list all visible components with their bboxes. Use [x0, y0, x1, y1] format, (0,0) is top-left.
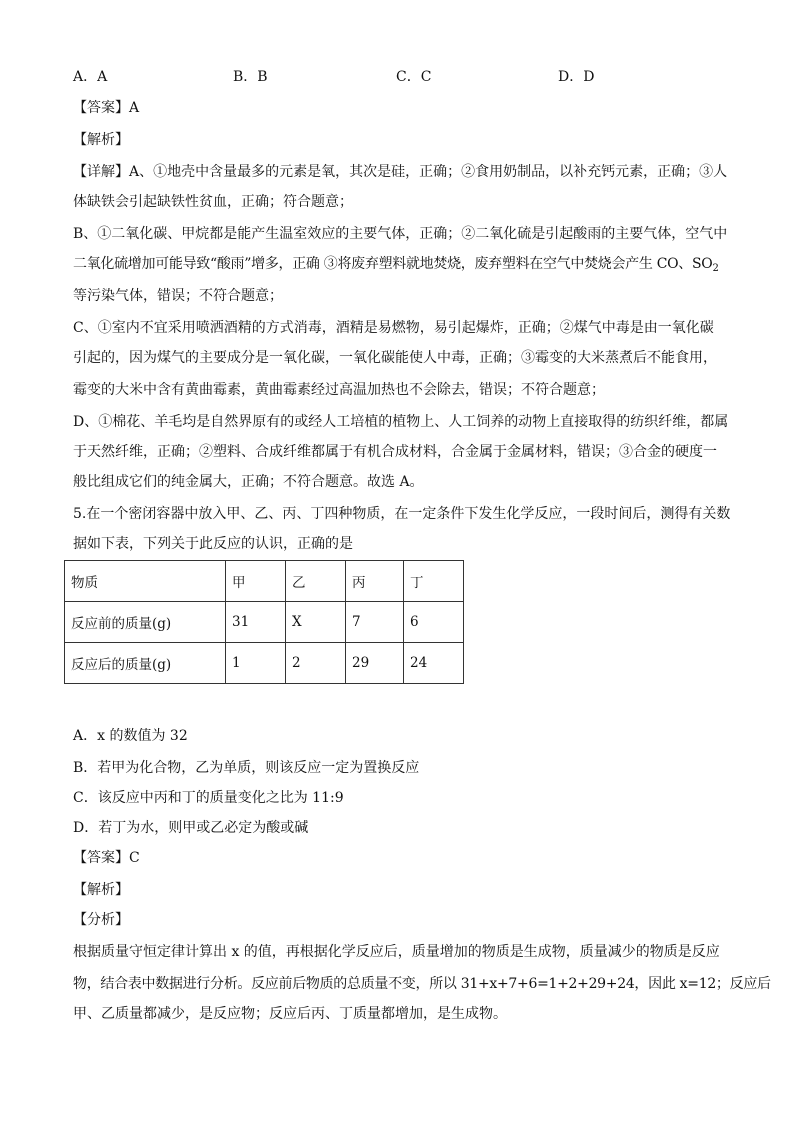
- q5-option-d: D．若丁为水，则甲或乙必定为酸或碱: [73, 820, 309, 836]
- table-cell: 甲: [226, 561, 286, 602]
- q4-analysis-line: 【详解】A、①地壳中含量最多的元素是氧，其次是硅，正确；②食用奶制品，以补充钙元素，正确；③人: [73, 164, 728, 180]
- table-cell: 乙: [286, 561, 346, 602]
- table-row: [65, 643, 464, 684]
- q4-analysis-line: 般比组成它们的纯金属大，正确；不符合题意。故选 A。: [73, 474, 424, 490]
- q4-option-b: B．B: [233, 69, 268, 85]
- q4-answer: 【答案】A: [73, 100, 140, 116]
- q4-analysis-line: 霉变的大米中含有黄曲霉素，黄曲霉素经过高温加热也不会除去，错误；不符合题意；: [73, 382, 605, 398]
- table-cell: 2: [286, 643, 346, 684]
- table-cell: 7: [346, 602, 404, 643]
- mass-table: [64, 560, 464, 684]
- q4-analysis-line: 于天然纤维，正确；②塑料、合成纤维都属于有机合成材料，合金属于金属材料，错误；③合金的硬度一: [73, 444, 717, 460]
- q5-stem-line: 5.在一个密闭容器中放入甲、乙、丙、丁四种物质，在一定条件下发生化学反应，一段时间后，测得有关数: [73, 506, 731, 522]
- table-cell: 31: [226, 602, 286, 643]
- q4-analysis-line: [73, 254, 719, 279]
- q5-analysis-sub-label: 【分析】: [73, 912, 129, 928]
- q5-answer: 【答案】C: [73, 850, 140, 866]
- q4-option-c: C．C: [396, 69, 432, 85]
- q5-option-b: B．若甲为化合物，乙为单质，则该反应一定为置换反应: [73, 760, 420, 776]
- q5-analysis-line: 物，结合表中数据进行分析。反应前后物质的总质量不变，所以 31+x+7+6=1+2+29+24，因此 x=12；反应后: [73, 976, 771, 992]
- q5-analysis-label: 【解析】: [73, 882, 129, 898]
- table-cell: X: [286, 602, 346, 643]
- table-cell: 6: [404, 602, 464, 643]
- q4-analysis-line: 引起的，因为煤气的主要成分是一氧化碳，一氧化碳能使人中毒，正确；③霉变的大米蒸煮后不能食用，: [73, 350, 717, 366]
- table-cell: 反应前的质量(g): [65, 602, 226, 643]
- table-header-row: [65, 561, 464, 602]
- q5-option-a: A．x 的数值为 32: [73, 728, 188, 744]
- q4-analysis-line: C、①室内不宜采用喷洒酒精的方式消毒，酒精是易燃物，易引起爆炸，正确；②煤气中毒是由一氧化碳: [73, 320, 714, 336]
- q4-analysis-text: 二氧化硫增加可能导致“酸雨”增多，正确 ③将废弃塑料就地焚烧，废弃塑料在空气中焚烧会产生 CO、SO: [73, 256, 713, 272]
- table-cell: 24: [404, 643, 464, 684]
- q4-option-a: A．A: [73, 69, 108, 85]
- q4-analysis-line: B、①二氧化碳、甲烷都是能产生温室效应的主要气体，正确；②二氧化硫是引起酸雨的主要气体，空气中: [73, 226, 728, 242]
- q4-analysis-line: 等污染气体，错误；不符合题意；: [73, 288, 283, 304]
- q5-analysis-line: 甲、乙质量都减少，是反应物；反应后丙、丁质量都增加，是生成物。: [73, 1006, 507, 1022]
- table-cell: 1: [226, 643, 286, 684]
- so2-subscript: 2: [712, 263, 719, 274]
- table-cell: 丁: [404, 561, 464, 602]
- q4-options: [73, 66, 733, 86]
- table-cell: 物质: [65, 561, 226, 602]
- table-cell: 29: [346, 643, 404, 684]
- q5-analysis-line: 根据质量守恒定律计算出 x 的值，再根据化学反应后，质量增加的物质是生成物，质量减少的物质是反应: [73, 944, 720, 960]
- table-cell: 反应后的质量(g): [65, 643, 226, 684]
- q4-analysis-line: 体缺铁会引起缺铁性贫血，正确；符合题意；: [73, 194, 353, 210]
- q4-analysis-label: 【解析】: [73, 132, 129, 148]
- q5-option-c: C．该反应中丙和丁的质量变化之比为 11:9: [73, 790, 344, 806]
- q4-option-d: D．D: [558, 69, 595, 85]
- q4-analysis-line: D、①棉花、羊毛均是自然界原有的或经人工培植的植物上、人工饲养的动物上直接取得的纺织纤维，都属: [73, 414, 729, 430]
- table-row: [65, 602, 464, 643]
- table-cell: 丙: [346, 561, 404, 602]
- q5-stem-line: 据如下表，下列关于此反应的认识，正确的是: [73, 536, 353, 552]
